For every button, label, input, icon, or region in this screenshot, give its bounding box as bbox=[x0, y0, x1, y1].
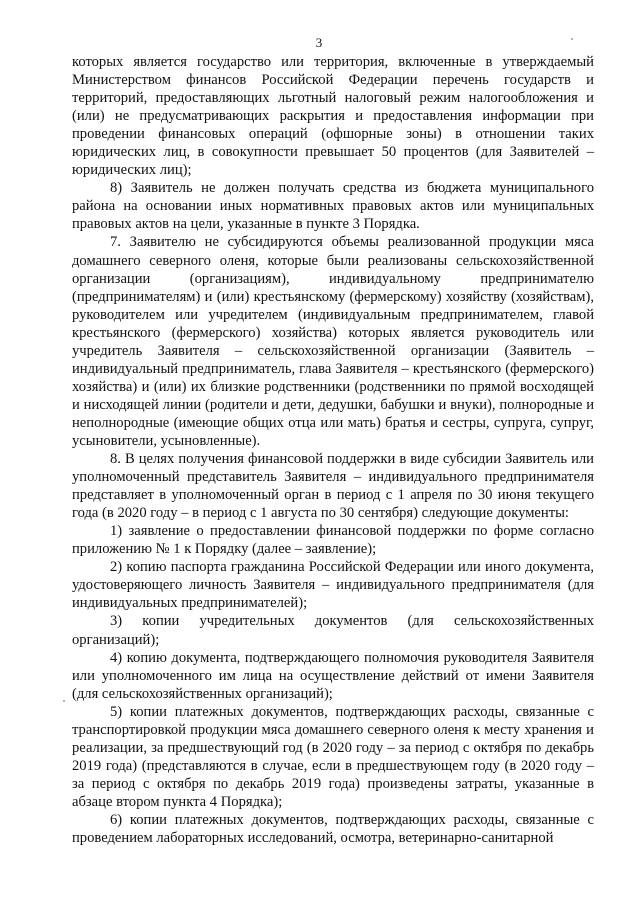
paragraph-section-8: 8. В целях получения финансовой поддержки в виде субсидии Заявитель или уполномоченный представитель Заявителя – индивидуального предпринимателя представляет в уполномоченный орган в период с 1 апреля по 30 июня текущего года (в 2020 году – в период с 1 августа по 30 сентября) следующие документы: bbox=[72, 451, 594, 522]
list-item-3-founding-documents: 3) копии учредительных документов (для сельскохозяйственных организаций); bbox=[72, 613, 594, 648]
list-item-5-transport-payments: 5) копии платежных документов, подтверждающих расходы, связанные с транспортировкой продукции мяса домашнего северного оленя к месту хранения и реализации, за предшествующий год (в 2020 году – за период с октября по декабрь 2019 года) (представляются в случае, если в предшествующем году (в 2020 году – за период с октября по декабрь 2019 года) произведены затраты, указанные в абзаце втором пункта 4 Порядка); bbox=[72, 703, 594, 810]
paragraph-section-7: 7. Заявителю не субсидируются объемы реализованной продукции мяса домашнего северного оленя, которые были реализованы сельскохозяйственной организации (организациям), индивидуальному предпринимателю (предпринимателям) и (или) крестьянскому (фермерскому) хозяйству (хозяйствам), руководителем или учредителем (индивидуальным предпринимателем, главой крестьянского (фермерского) хозяйства) которых является руководитель или учредитель Заявителя – сельскохозяйственной организации (Заявитель – индивидуальный предприниматель, глава Заявителя – крестьянского (фермерского) хозяйства) и (или) их близкие родственники (родственники по прямой восходящей и нисходящей линии (родители и дети, дедушки, бабушки и внуки), полнородные и неполнородные (имеющие общих отца или мать) братья и сестры, супруга, супруг, усыновители, усыновленные). bbox=[72, 234, 594, 449]
document-body bbox=[72, 53, 594, 847]
paragraph-item-8-budget-funds: 8) Заявитель не должен получать средства из бюджета муниципального района на основании иных нормативных правовых актов или муниципальных правовых актов на цели, указанные в пункте 3 Порядка. bbox=[72, 180, 594, 233]
list-item-6-laboratory-payments: 6) копии платежных документов, подтверждающих расходы, связанные с проведением лабораторных исследований, осмотра, ветеринарно-санитарной bbox=[72, 811, 594, 847]
scan-speck bbox=[571, 38, 573, 40]
list-item-2-passport-copy: 2) копию паспорта гражданина Российской Федерации или иного документа, удостоверяющего личность Заявителя – индивидуального предпринимателя (для индивидуальных предпринимателей); bbox=[72, 559, 594, 612]
page-number: 3 bbox=[315, 35, 323, 50]
list-item-1-application: 1) заявление о предоставлении финансовой поддержки по форме согласно приложению № 1 к Порядку (далее – заявление); bbox=[72, 523, 594, 558]
scan-speck bbox=[63, 700, 65, 702]
paragraph-offshore-continuation: которых является государство или территория, включенные в утверждаемый Министерством финансов Российской Федерации перечень государств и территорий, предоставляющих льготный налоговый режим налогообложения и (или) не предусматривающих раскрытия и предоставления информации при проведении финансовых операций (офшорные зоны) в отношении таких юридических лиц, в совокупности превышает 50 процентов (для Заявителей – юридических лиц); bbox=[72, 54, 594, 179]
list-item-4-authority-document: 4) копию документа, подтверждающего полномочия руководителя Заявителя или уполномоченного им лица на осуществление действий от имени Заявителя (для сельскохозяйственных организаций); bbox=[72, 649, 594, 702]
